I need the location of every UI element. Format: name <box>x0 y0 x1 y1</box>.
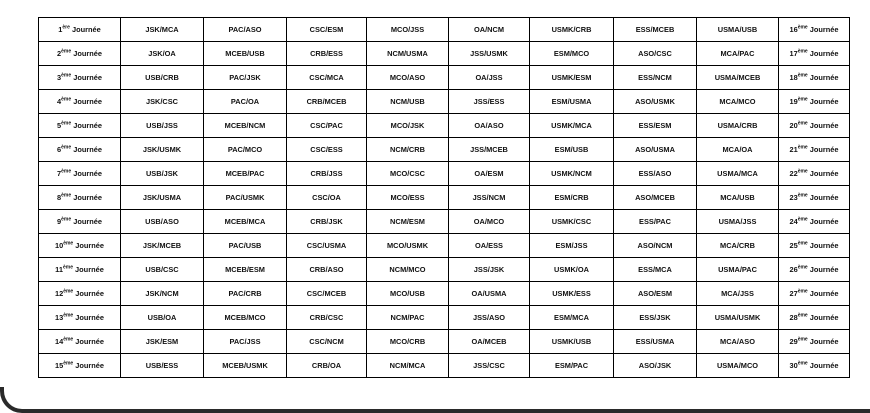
round-ordinal-suffix: ème <box>63 360 74 367</box>
round-word: Journée <box>71 49 102 58</box>
match-cell: JSK/USMA <box>121 186 204 210</box>
table-row <box>39 162 850 186</box>
match-cell: NCM/PAC <box>367 306 449 330</box>
round-number: 11 <box>55 265 63 274</box>
match-cell: ESM/USB <box>530 138 614 162</box>
match-cell: CRB/OA <box>287 354 367 378</box>
match-cell: USMA/USMK <box>697 306 779 330</box>
round-ordinal-suffix: ème <box>61 144 72 151</box>
round-number: 4 <box>57 97 62 106</box>
second-leg-round-label <box>779 90 850 114</box>
match-cell: USMA/PAC <box>697 258 779 282</box>
match-cell: JSS/JSK <box>449 258 530 282</box>
match-cell: MCO/ESS <box>367 186 449 210</box>
match-cell: USB/OA <box>121 306 204 330</box>
round-number: 22 <box>789 169 798 178</box>
second-leg-round-label <box>779 162 850 186</box>
table-row <box>39 66 850 90</box>
match-cell: JSK/USMK <box>121 138 204 162</box>
match-cell: PAC/MCO <box>204 138 287 162</box>
match-cell: USMA/MCO <box>697 354 779 378</box>
table-row <box>39 114 850 138</box>
match-cell: CSC/OA <box>287 186 367 210</box>
match-cell: JSS/ASO <box>449 306 530 330</box>
round-number: 19 <box>789 97 798 106</box>
match-cell: ASO/CSC <box>614 42 697 66</box>
first-leg-round-label <box>39 306 121 330</box>
match-cell: MCEB/PAC <box>204 162 287 186</box>
match-cell: MCA/MCO <box>697 90 779 114</box>
round-ordinal-suffix: ème <box>797 96 808 103</box>
match-cell: JSS/CSC <box>449 354 530 378</box>
round-word: Journée <box>807 169 839 178</box>
round-word: Journée <box>807 97 839 106</box>
round-ordinal-suffix: ème <box>797 240 808 247</box>
match-cell: ESS/ESM <box>614 114 697 138</box>
match-cell: CSC/ESM <box>287 18 367 42</box>
match-cell: ASO/ESM <box>614 282 697 306</box>
round-number: 9 <box>57 217 62 226</box>
round-ordinal-suffix: ème <box>61 216 72 223</box>
match-cell: MCEB/USMK <box>204 354 287 378</box>
round-ordinal-suffix: ème <box>797 192 808 199</box>
first-leg-round-label <box>39 210 121 234</box>
match-cell: ESS/JSK <box>614 306 697 330</box>
match-cell: JSK/CSC <box>121 90 204 114</box>
match-cell: OA/ASO <box>449 114 530 138</box>
match-cell: OA/ESM <box>449 162 530 186</box>
first-leg-round-label <box>39 90 121 114</box>
match-cell: ESS/MCA <box>614 258 697 282</box>
first-leg-round-label <box>39 114 121 138</box>
round-ordinal-suffix: ème <box>61 120 72 127</box>
match-cell: JSK/MCA <box>121 18 204 42</box>
round-word: Journée <box>807 73 839 82</box>
match-cell: ASO/JSK <box>614 354 697 378</box>
match-cell: ESS/NCM <box>614 66 697 90</box>
second-leg-round-label <box>779 18 850 42</box>
match-cell: MCEB/NCM <box>204 114 287 138</box>
match-cell: NCM/ESM <box>367 210 449 234</box>
match-cell: MCO/JSS <box>367 18 449 42</box>
match-cell: PAC/JSS <box>204 330 287 354</box>
round-word: Journée <box>73 265 104 274</box>
match-cell: USB/ESS <box>121 354 204 378</box>
match-cell: ESM/PAC <box>530 354 614 378</box>
table-row <box>39 210 850 234</box>
match-cell: JSK/NCM <box>121 282 204 306</box>
round-ordinal-suffix: ème <box>61 168 72 175</box>
match-cell: CSC/PAC <box>287 114 367 138</box>
round-ordinal-suffix: ème <box>61 48 72 55</box>
round-ordinal-suffix: ème <box>797 48 808 55</box>
first-leg-round-label <box>39 42 121 66</box>
match-cell: USMK/ESS <box>530 282 614 306</box>
match-cell: ESS/ASO <box>614 162 697 186</box>
first-leg-round-label <box>39 282 121 306</box>
round-ordinal-suffix: ème <box>797 168 808 175</box>
round-number: 20 <box>789 121 798 130</box>
round-word: Journée <box>807 25 839 34</box>
match-cell: MCO/USMK <box>367 234 449 258</box>
table-row <box>39 42 850 66</box>
round-ordinal-suffix: ème <box>63 288 74 295</box>
first-leg-round-label <box>39 234 121 258</box>
match-cell: OA/USMA <box>449 282 530 306</box>
match-cell: ESM/CRB <box>530 186 614 210</box>
match-cell: USMA/MCEB <box>697 66 779 90</box>
round-word: Journée <box>807 313 839 322</box>
round-ordinal-suffix: ème <box>797 312 808 319</box>
match-cell: MCA/USB <box>697 186 779 210</box>
match-cell: PAC/USB <box>204 234 287 258</box>
round-number: 5 <box>57 121 62 130</box>
match-cell: MCO/USB <box>367 282 449 306</box>
match-cell: MCA/PAC <box>697 42 779 66</box>
round-number: 23 <box>789 193 798 202</box>
round-ordinal-suffix: ème <box>797 336 808 343</box>
round-ordinal-suffix: ème <box>62 264 73 271</box>
round-number: 13 <box>54 313 64 322</box>
round-number: 6 <box>57 145 62 154</box>
match-cell: CRB/MCEB <box>287 90 367 114</box>
round-word: Journée <box>71 145 102 154</box>
match-cell: MCA/OA <box>697 138 779 162</box>
round-ordinal-suffix: ème <box>797 24 808 31</box>
round-word: Journée <box>807 121 839 130</box>
round-ordinal-suffix: ème <box>797 360 808 367</box>
round-word: Journée <box>71 121 102 130</box>
match-cell: MCO/ASO <box>367 66 449 90</box>
second-leg-round-label <box>779 258 850 282</box>
match-cell: USB/JSS <box>121 114 204 138</box>
round-number: 3 <box>57 73 62 82</box>
match-cell: USMK/CSC <box>530 210 614 234</box>
first-leg-round-label <box>39 138 121 162</box>
match-cell: NCM/MCA <box>367 354 449 378</box>
match-cell: JSS/NCM <box>449 186 530 210</box>
round-word: Journée <box>73 289 105 298</box>
table-row <box>39 138 850 162</box>
round-number: 17 <box>789 49 798 58</box>
match-cell: PAC/JSK <box>204 66 287 90</box>
second-leg-round-label <box>779 354 850 378</box>
second-leg-round-label <box>779 234 850 258</box>
round-word: Journée <box>71 169 102 178</box>
match-cell: CRB/JSK <box>287 210 367 234</box>
match-cell: NCM/USB <box>367 90 449 114</box>
round-word: Journée <box>69 25 101 34</box>
match-cell: MCO/CRB <box>367 330 449 354</box>
round-word: Journée <box>73 337 105 346</box>
round-number: 8 <box>57 193 62 202</box>
match-cell: JSS/USMK <box>449 42 530 66</box>
second-leg-round-label <box>779 306 850 330</box>
round-number: 27 <box>789 289 798 298</box>
table-row <box>39 186 850 210</box>
round-number: 7 <box>57 169 62 178</box>
match-cell: ESM/MCO <box>530 42 614 66</box>
round-word: Journée <box>71 73 102 82</box>
second-leg-round-label <box>779 186 850 210</box>
match-cell: ESS/MCEB <box>614 18 697 42</box>
second-leg-round-label <box>779 114 850 138</box>
match-cell: USMA/CRB <box>697 114 779 138</box>
round-word: Journée <box>73 313 105 322</box>
round-ordinal-suffix: ème <box>61 192 72 199</box>
round-ordinal-suffix: ème <box>797 288 808 295</box>
match-cell: USB/CSC <box>121 258 204 282</box>
round-ordinal-suffix: ème <box>797 264 808 271</box>
match-cell: OA/JSS <box>449 66 530 90</box>
round-ordinal-suffix: ème <box>797 144 808 151</box>
round-word: Journée <box>807 361 839 370</box>
round-ordinal-suffix: ème <box>797 120 808 127</box>
round-ordinal-suffix: ème <box>61 72 72 79</box>
round-number: 29 <box>789 337 798 346</box>
table-row <box>39 330 850 354</box>
match-cell: PAC/OA <box>204 90 287 114</box>
match-cell: MCA/ASO <box>697 330 779 354</box>
match-cell: CRB/ESS <box>287 42 367 66</box>
match-cell: OA/MCO <box>449 210 530 234</box>
match-cell: JSK/MCEB <box>121 234 204 258</box>
round-ordinal-suffix: ème <box>797 72 808 79</box>
round-number: 28 <box>789 313 798 322</box>
match-cell: USMK/MCA <box>530 114 614 138</box>
match-cell: USMA/JSS <box>697 210 779 234</box>
table-row <box>39 282 850 306</box>
match-cell: NCM/USMA <box>367 42 449 66</box>
table-row <box>39 354 850 378</box>
first-leg-round-label <box>39 258 121 282</box>
match-cell: USB/JSK <box>121 162 204 186</box>
match-cell: JSK/OA <box>121 42 204 66</box>
round-word: Journée <box>71 97 102 106</box>
match-cell: ASO/USMA <box>614 138 697 162</box>
match-cell: NCM/CRB <box>367 138 449 162</box>
match-cell: PAC/USMK <box>204 186 287 210</box>
match-cell: ESM/MCA <box>530 306 614 330</box>
match-cell: JSK/ESM <box>121 330 204 354</box>
first-leg-round-label <box>39 18 121 42</box>
round-number: 1 <box>58 25 63 34</box>
match-cell: MCO/CSC <box>367 162 449 186</box>
match-cell: JSS/ESS <box>449 90 530 114</box>
match-cell: USMA/MCA <box>697 162 779 186</box>
round-word: Journée <box>73 241 105 250</box>
table-row <box>39 90 850 114</box>
match-cell: OA/NCM <box>449 18 530 42</box>
second-leg-round-label <box>779 330 850 354</box>
table-row <box>39 258 850 282</box>
match-cell: USB/ASO <box>121 210 204 234</box>
round-number: 14 <box>54 337 64 346</box>
second-leg-round-label <box>779 42 850 66</box>
match-cell: OA/ESS <box>449 234 530 258</box>
fixture-table-body <box>39 18 850 378</box>
match-cell: ESM/JSS <box>530 234 614 258</box>
round-number: 12 <box>54 289 64 298</box>
table-row <box>39 306 850 330</box>
match-cell: ASO/USMK <box>614 90 697 114</box>
match-cell: ASO/NCM <box>614 234 697 258</box>
round-number: 16 <box>789 25 798 34</box>
match-cell: MCO/JSK <box>367 114 449 138</box>
first-leg-round-label <box>39 330 121 354</box>
match-cell: CSC/USMA <box>287 234 367 258</box>
match-cell: USMK/USB <box>530 330 614 354</box>
match-cell: CSC/MCEB <box>287 282 367 306</box>
match-cell: USB/CRB <box>121 66 204 90</box>
round-ordinal-suffix: ème <box>63 240 74 247</box>
round-number: 30 <box>789 361 798 370</box>
round-ordinal-suffix: ère <box>62 24 70 31</box>
round-word: Journée <box>71 193 102 202</box>
round-ordinal-suffix: ème <box>61 96 72 103</box>
match-cell: ESS/USMA <box>614 330 697 354</box>
round-word: Journée <box>807 337 839 346</box>
second-leg-round-label <box>779 210 850 234</box>
match-cell: MCEB/MCA <box>204 210 287 234</box>
round-ordinal-suffix: ème <box>797 216 808 223</box>
round-number: 25 <box>789 241 798 250</box>
second-leg-round-label <box>779 138 850 162</box>
first-leg-round-label <box>39 186 121 210</box>
round-word: Journée <box>807 265 839 274</box>
match-cell: USMK/OA <box>530 258 614 282</box>
first-leg-round-label <box>39 354 121 378</box>
match-cell: ASO/MCEB <box>614 186 697 210</box>
match-cell: USMK/NCM <box>530 162 614 186</box>
first-leg-round-label <box>39 162 121 186</box>
round-ordinal-suffix: ème <box>63 312 74 319</box>
match-cell: CRB/ASO <box>287 258 367 282</box>
round-number: 15 <box>54 361 64 370</box>
round-word: Journée <box>807 145 839 154</box>
match-cell: ESM/USMA <box>530 90 614 114</box>
match-cell: MCA/JSS <box>697 282 779 306</box>
match-cell: CSC/ESS <box>287 138 367 162</box>
match-cell: ESS/PAC <box>614 210 697 234</box>
match-cell: MCA/CRB <box>697 234 779 258</box>
round-ordinal-suffix: ème <box>63 336 74 343</box>
match-cell: CRB/CSC <box>287 306 367 330</box>
round-number: 10 <box>54 241 64 250</box>
match-cell: NCM/MCO <box>367 258 449 282</box>
round-number: 21 <box>789 145 798 154</box>
round-word: Journée <box>807 241 839 250</box>
match-cell: CSC/MCA <box>287 66 367 90</box>
round-word: Journée <box>807 49 839 58</box>
match-cell: USMA/USB <box>697 18 779 42</box>
round-number: 2 <box>57 49 62 58</box>
match-cell: CSC/NCM <box>287 330 367 354</box>
match-cell: JSS/MCEB <box>449 138 530 162</box>
match-cell: OA/MCEB <box>449 330 530 354</box>
match-cell: MCEB/MCO <box>204 306 287 330</box>
round-word: Journée <box>807 289 839 298</box>
table-row <box>39 18 850 42</box>
match-cell: USMK/CRB <box>530 18 614 42</box>
round-word: Journée <box>807 193 839 202</box>
round-word: Journée <box>807 217 839 226</box>
first-leg-round-label <box>39 66 121 90</box>
match-cell: MCEB/ESM <box>204 258 287 282</box>
match-cell: PAC/CRB <box>204 282 287 306</box>
second-leg-round-label <box>779 66 850 90</box>
match-cell: CRB/JSS <box>287 162 367 186</box>
table-row <box>39 234 850 258</box>
round-number: 24 <box>789 217 798 226</box>
fixture-table <box>38 17 850 378</box>
round-number: 18 <box>789 73 798 82</box>
match-cell: PAC/ASO <box>204 18 287 42</box>
second-leg-round-label <box>779 282 850 306</box>
round-word: Journée <box>71 217 102 226</box>
round-word: Journée <box>73 361 105 370</box>
match-cell: USMK/ESM <box>530 66 614 90</box>
round-number: 26 <box>789 265 798 274</box>
match-cell: MCEB/USB <box>204 42 287 66</box>
